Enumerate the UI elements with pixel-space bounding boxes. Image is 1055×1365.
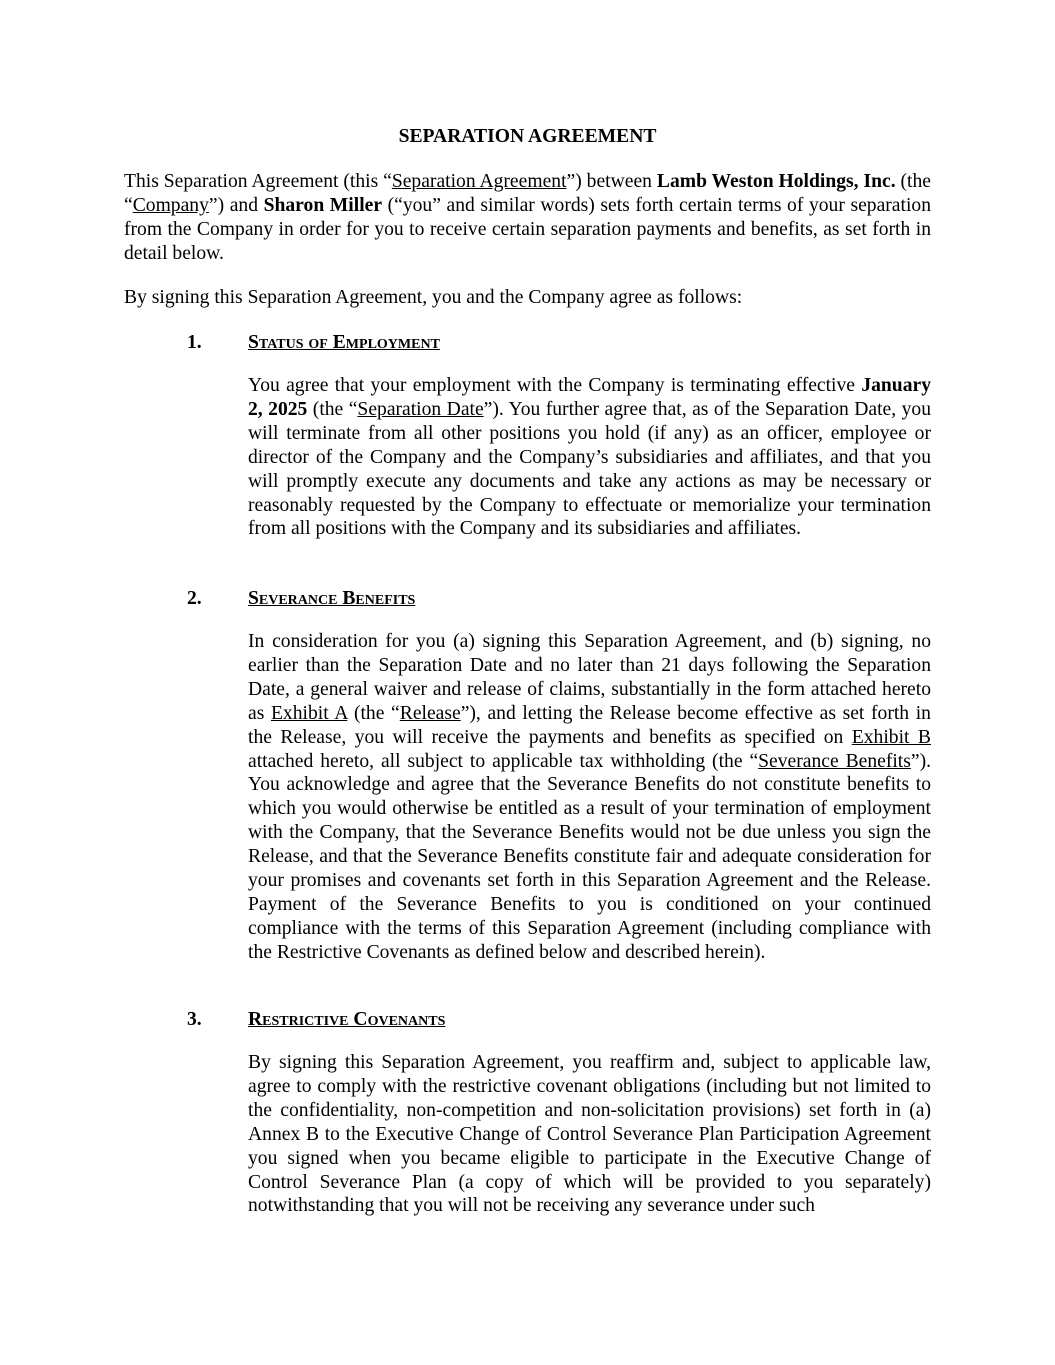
intro-text: This Separation Agreement (this “ — [124, 171, 392, 192]
defined-term-separation-date: Separation Date — [357, 398, 484, 420]
defined-term-release: Release — [399, 702, 461, 724]
defined-term-separation-agreement: Separation Agreement — [391, 171, 567, 192]
section-text: ”). You further agree that, as of the Separation Date, you will terminate from all other positions you hold (if any) as an officer, employee or director of the Company and the Company’s subsidiaries and affiliates, and that you will promptly execute any documents and take any actions as may be necessary or reasonably requested by the Company to effectuate or memorialize your termination from all positions with the Company and its subsidiaries and affiliates. — [248, 398, 931, 540]
defined-term-company: Company — [132, 194, 209, 216]
section-heading: Restrictive Covenants — [248, 1009, 446, 1030]
section-body — [248, 1051, 931, 1218]
employee-name: Sharon Miller — [263, 194, 383, 216]
section-body — [248, 374, 931, 541]
section-text: You agree that your employment with the Company is terminating effective — [248, 375, 862, 396]
section-text: By signing this Separation Agreement, you reaffirm and, subject to applicable law, agree to comply with the restrictive covenant obligations (including but not limited to the confidentiality, non-competition and non-solicitation provisions) set forth in (a) Annex B to the Executive Change of Control Severance Plan Participation Agreement you signed when you became eligible to participate in the Executive Change of Control Severance Plan (a copy of which will be provided to you separately) notwithstanding that you will not be receiving any severance under such — [248, 1052, 931, 1217]
section-body — [248, 630, 931, 965]
section-heading: Status of Employment — [248, 332, 440, 353]
intro-text: ”) and — [208, 194, 264, 216]
intro-paragraph — [124, 170, 931, 266]
section-text: (the “ — [307, 398, 358, 420]
intro-text: ”) between — [566, 171, 657, 192]
intro-text: (“you” and similar words) sets forth certain terms of your separation from the Company in order for you to receive certain separation payments and benefits, as set forth in detail below. — [124, 194, 931, 264]
section-number: 1. — [187, 332, 202, 353]
separation-date-value: January 2, 2025 — [248, 375, 931, 420]
section-text: ”). You acknowledge and agree that the Severance Benefits do not constitute benefits to which you would otherwise be entitled as a result of your termination of employment with the Company, that the Severance Benefits would not be due unless you sign the Release, and that the Severance Benefits constitute fair and adequate consideration for your promises and covenants set forth in this Separation Agreement and the Release. Payment of the Severance Benefits to you is conditioned on your continued compliance with the terms of this Separation Agreement (including compliance with the Restrictive Covenants as defined below and described herein). — [248, 750, 931, 963]
section-heading: Severance Benefits — [248, 588, 416, 609]
document-title: SEPARATION AGREEMENT — [398, 126, 657, 147]
section-text: ”), and letting the Release become effective as set forth in the Release, you will receive the payments and benefits as specified on — [248, 702, 931, 748]
section-text: (the “ — [347, 702, 400, 724]
lead-in-paragraph: By signing this Separation Agreement, you and the Company agree as follows: — [124, 287, 743, 308]
section-text: In consideration for you (a) signing this Separation Agreement, and (b) signing, no earlier than the Separation Date and no later than 21 days following the Separation Date, a general waiver and release of claims, substantially in the form attached hereto as — [248, 631, 931, 724]
section-number: 2. — [187, 588, 202, 609]
exhibit-a-reference: Exhibit A — [270, 702, 348, 724]
defined-term-severance-benefits: Severance Benefits — [758, 750, 911, 772]
exhibit-b-reference: Exhibit B — [851, 726, 931, 748]
section-number: 3. — [187, 1009, 202, 1030]
section-text: attached hereto, all subject to applicable tax withholding (the “ — [248, 750, 759, 772]
company-name: Lamb Weston Holdings, Inc. — [656, 171, 896, 192]
intro-text: (the “ — [124, 171, 931, 216]
